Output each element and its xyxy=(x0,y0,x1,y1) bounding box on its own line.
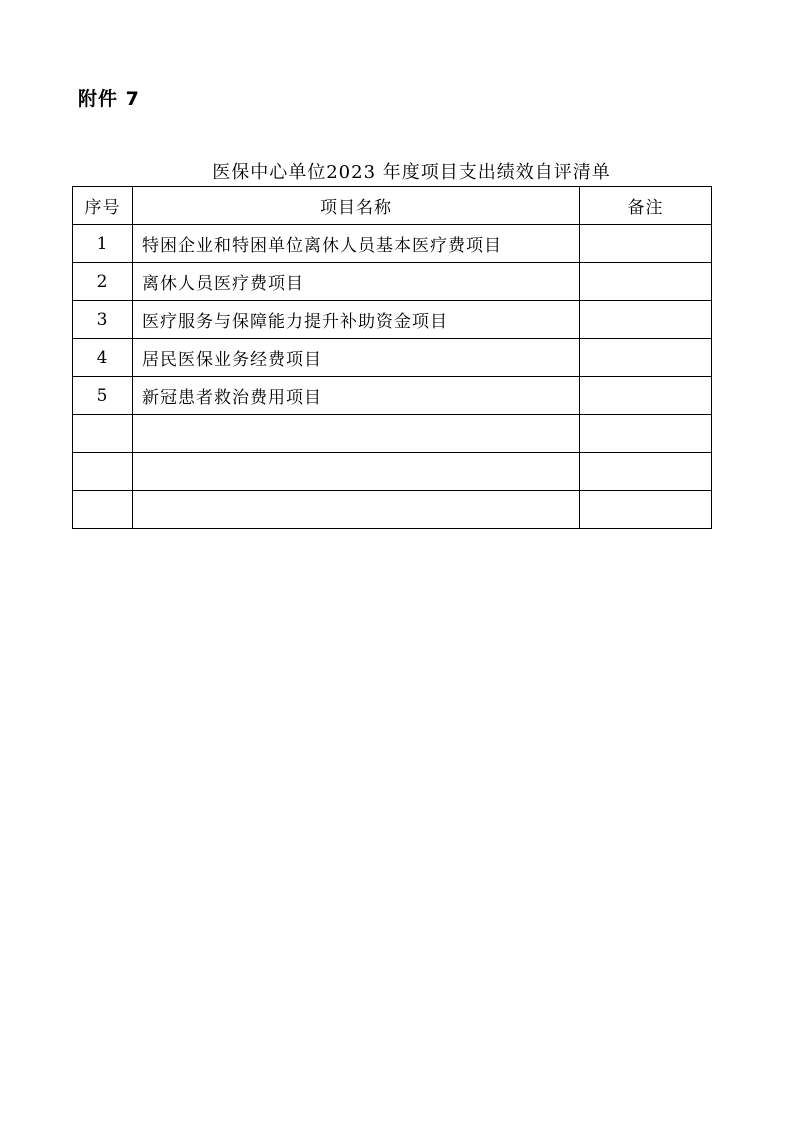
column-header-note: 备注 xyxy=(580,187,712,225)
project-note xyxy=(580,339,712,377)
table-row xyxy=(73,339,712,377)
project-note xyxy=(580,263,712,301)
row-number: 3 xyxy=(73,301,133,339)
project-note xyxy=(580,225,712,263)
row-number xyxy=(73,491,133,529)
column-header-no: 序号 xyxy=(73,187,133,225)
table-row-empty xyxy=(73,491,712,529)
project-name: 离休人员医疗费项目 xyxy=(133,263,580,301)
row-number: 4 xyxy=(73,339,133,377)
row-number: 5 xyxy=(73,377,133,415)
project-note xyxy=(580,491,712,529)
column-header-name: 项目名称 xyxy=(133,187,580,225)
table-row xyxy=(73,225,712,263)
attachment-label: 附件 7 xyxy=(78,88,140,110)
project-name: 居民医保业务经费项目 xyxy=(133,339,580,377)
table-row-empty xyxy=(73,453,712,491)
project-name: 特困企业和特困单位离休人员基本医疗费项目 xyxy=(133,225,580,263)
project-list-table xyxy=(72,186,712,529)
project-name: 新冠患者救治费用项目 xyxy=(133,377,580,415)
row-number: 2 xyxy=(73,263,133,301)
project-note xyxy=(580,301,712,339)
project-name xyxy=(133,491,580,529)
table-row-empty xyxy=(73,415,712,453)
document-title: 医保中心单位2023 年度项目支出绩效自评清单 xyxy=(212,162,611,183)
row-number: 1 xyxy=(73,225,133,263)
project-note xyxy=(580,377,712,415)
table-row xyxy=(73,263,712,301)
row-number xyxy=(73,415,133,453)
row-number xyxy=(73,453,133,491)
project-name xyxy=(133,453,580,491)
table-row xyxy=(73,377,712,415)
table-row xyxy=(73,301,712,339)
table-header-row xyxy=(73,187,712,225)
project-note xyxy=(580,415,712,453)
project-name: 医疗服务与保障能力提升补助资金项目 xyxy=(133,301,580,339)
project-note xyxy=(580,453,712,491)
project-name xyxy=(133,415,580,453)
